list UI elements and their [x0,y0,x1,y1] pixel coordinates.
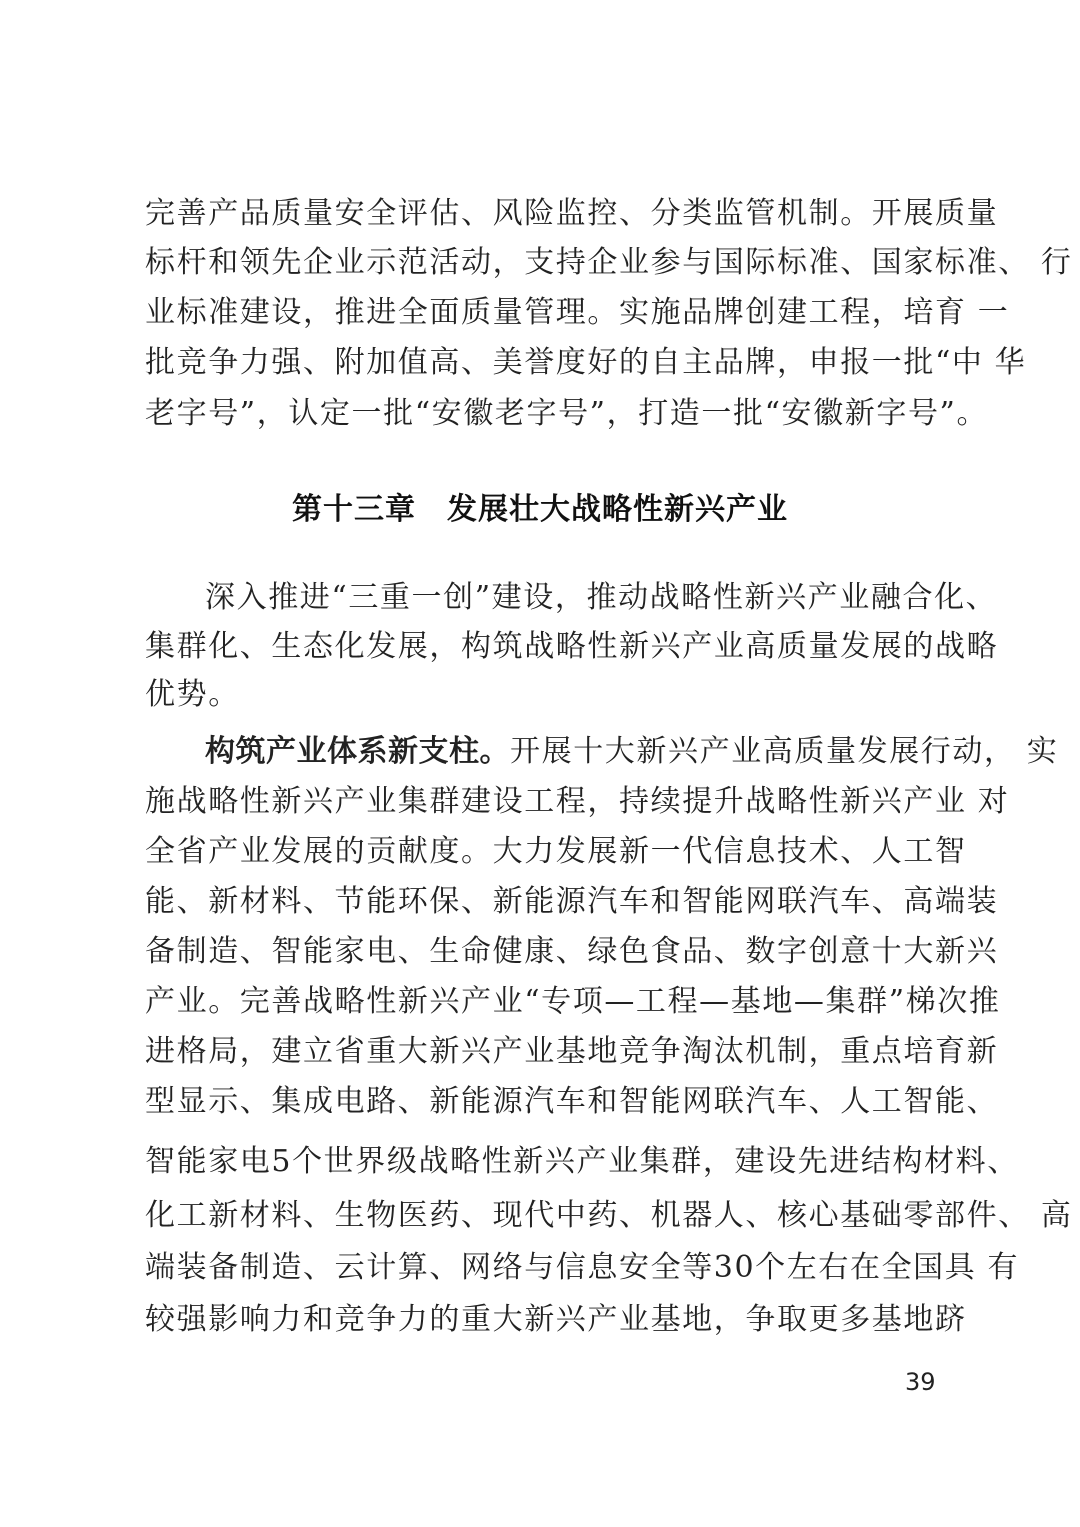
page-number: 39 [905,1368,936,1396]
paragraph-1-line-3: 业标准建设，推进全面质量管理。实施品牌创建工程，培育 一 [145,295,1010,330]
paragraph-3-line-1 [205,734,1059,770]
paragraph-1-line-1: 完善产品质量安全评估、风险监控、分类监管机制。开展质量 [145,196,999,231]
paragraph-3-lead-bold: 构筑产业体系新支柱。 [205,734,510,769]
paragraph-2-line-1: 深入推进“三重一创”建设，推动战略性新兴产业融合化、 [205,580,998,615]
paragraph-1-line-4: 批竞争力强、附加值高、美誉度好的自主品牌，申报一批“中 华 [145,345,1027,380]
paragraph-3-line-3: 全省产业发展的贡献度。大力发展新一代信息技术、人工智 [145,834,967,869]
paragraph-3-line-11: 端装备制造、云计算、网络与信息安全等30个左右在全国具 有 [145,1250,1020,1285]
paragraph-2-line-2: 集群化、生态化发展，构筑战略性新兴产业高质量发展的战略 [145,629,999,664]
paragraph-3-line-1-rest: 开展十大新兴产业高质量发展行动， 实 [510,734,1059,769]
paragraph-2-line-3: 优势。 [145,677,240,712]
paragraph-3-line-10: 化工新材料、生物医药、现代中药、机器人、核心基础零部件、 高 [145,1198,1073,1233]
paragraph-3-line-9: 智能家电5个世界级战略性新兴产业集群，建设先进结构材料、 [145,1144,1019,1179]
paragraph-3-line-4: 能、新材料、节能环保、新能源汽车和智能网联汽车、高端装 [145,884,999,919]
paragraph-3-line-8: 型显示、集成电路、新能源汽车和智能网联汽车、人工智能、 [145,1084,999,1119]
paragraph-3-line-2: 施战略性新兴产业集群建设工程，持续提升战略性新兴产业 对 [145,784,1010,819]
paragraph-3-line-6: 产业。完善战略性新兴产业“专项—工程—基地—集群”梯次推 [145,984,1001,1019]
paragraph-3-line-12: 较强影响力和竞争力的重大新兴产业基地，争取更多基地跻 [145,1302,967,1337]
paragraph-3-line-7: 进格局，建立省重大新兴产业基地竞争淘汰机制，重点培育新 [145,1034,999,1069]
paragraph-3-line-5: 备制造、智能家电、生命健康、绿色食品、数字创意十大新兴 [145,934,999,969]
chapter-heading: 第十三章 发展壮大战略性新兴产业 [292,492,788,527]
paragraph-1-line-5: 老字号”，认定一批“安徽老字号”，打造一批“安徽新字号”。 [145,396,989,431]
paragraph-1-line-2: 标杆和领先企业示范活动，支持企业参与国际标准、国家标准、 行 [145,245,1073,280]
